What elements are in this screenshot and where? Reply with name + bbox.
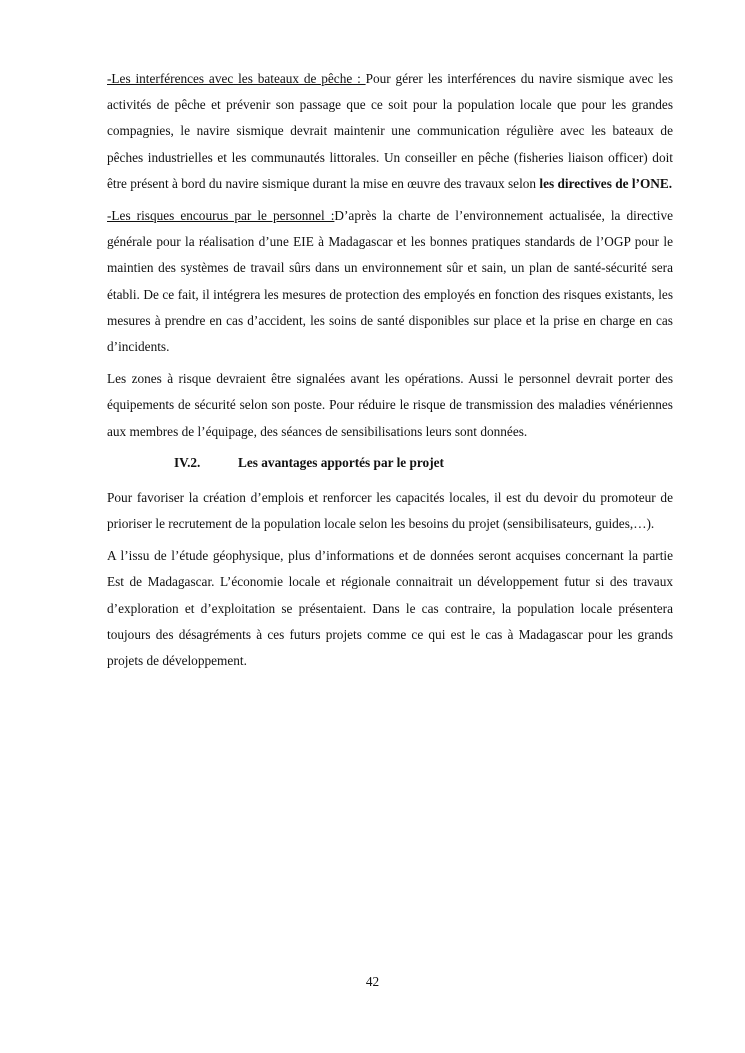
section-heading — [107, 451, 673, 475]
paragraph-label-personnel: -Les risques encourus par le personnel : — [107, 208, 335, 224]
paragraph-bold-ending: les directives de l’ONE. — [539, 175, 673, 191]
paragraph-local-employment: Pour favoriser la création d’emplois et renforcer les capacités locales, il est du devoir du promoteur de prioriser le recrutement de la population locale selon les besoins du projet (sensibilisateurs, guides,…). — [107, 489, 673, 532]
paragraph-label-fishing: -Les interférences avec les bateaux de pêche : — [107, 71, 366, 86]
section-number: IV.2. — [174, 454, 201, 470]
paragraph-geophysical-study: A l’issu de l’étude géophysique, plus d’informations et de données seront acquises concernant la partie Est de Madagascar. L’économie locale et régionale connaitrait un développement futur si des travaux d’exploration et d’exploitation se présentaient. Dans le cas contraire, la population locale présentera toujours des désagréments à ces futurs projets comme ce qui est le cas à Madagascar pour les grands projets de développement. — [107, 548, 673, 669]
page-number: 42 — [365, 974, 380, 989]
paragraph-fishing-interference — [107, 66, 673, 197]
paragraph-risk-zones: Les zones à risque devraient être signalées avant les opérations. Aussi le personnel devrait porter des équipements de sécurité selon son poste. Pour réduire le risque de transmission des maladies vénériennes aux membres de l’équipage, des séances de sensibilisations leurs sont données. — [107, 371, 673, 439]
paragraph-text-fishing: Pour gérer les interférences du navire sismique avec les activités de pêche et prévenir son passage que ce soit pour la population locale que pour les grandes compagnies, le navire sismique devrait maintenir une communication régulière avec les bateaux de pêches industrielles et les communautés littorales. Un conseiller en pêche (fisheries liaison officer) doit être présent à bord du navire sismique durant la mise en œuvre des travaux selon — [107, 71, 673, 191]
document-body — [107, 66, 673, 680]
paragraph-personnel-risks — [107, 203, 673, 360]
section-title: Les avantages apportés par le projet — [238, 454, 444, 470]
paragraph-text-personnel: D’après la charte de l’environnement actualisée, la directive générale pour la réalisation d’une EIE à Madagascar et les bonnes pratiques standards de l’OGP pour le maintien des systèmes de travail sûrs dans un environnement sûr et sain, un plan de santé-sécurité sera établi. De ce fait, il intégrera les mesures de protection des employés en fonction des risques existants, les mesures à prendre en cas d’accident, les soins de santé disponibles sur place et la prise en charge en cas d’incidents. — [107, 208, 673, 355]
